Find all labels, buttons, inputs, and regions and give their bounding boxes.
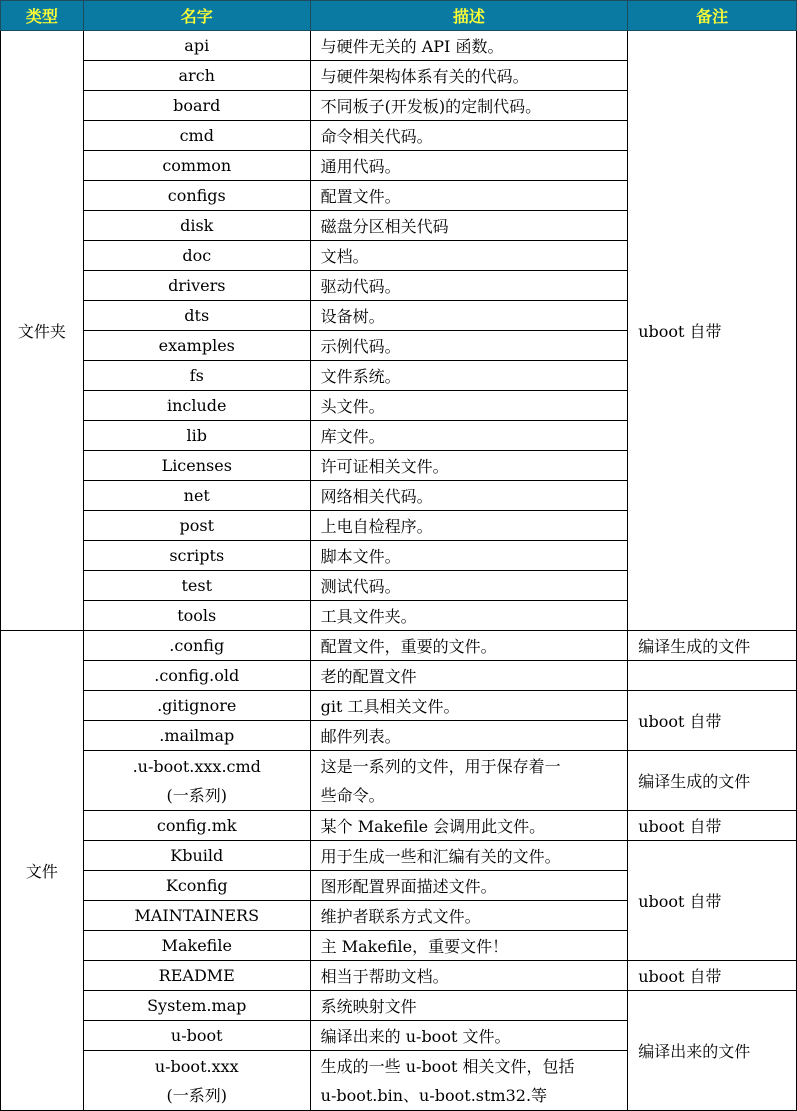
row-name: Kconfig bbox=[83, 871, 310, 901]
group-file: 文件 bbox=[1, 631, 84, 1111]
header-type: 类型 bbox=[1, 1, 84, 31]
row-desc: 磁盘分区相关代码 bbox=[310, 211, 628, 241]
row-name: disk bbox=[83, 211, 310, 241]
header-note: 备注 bbox=[628, 1, 797, 31]
row-name bbox=[83, 751, 310, 811]
row-desc: 配置文件，重要的文件。 bbox=[310, 631, 628, 661]
header-name: 名字 bbox=[83, 1, 310, 31]
row-note: uboot 自带 bbox=[628, 691, 797, 751]
row-desc: 许可证相关文件。 bbox=[310, 451, 628, 481]
row-desc-line2: 些命令。 bbox=[320, 785, 385, 805]
row-desc: 驱动代码。 bbox=[310, 271, 628, 301]
table-row bbox=[1, 841, 797, 871]
row-name: include bbox=[83, 391, 310, 421]
row-desc: 系统映射文件 bbox=[310, 991, 628, 1021]
row-desc: 脚本文件。 bbox=[310, 541, 628, 571]
row-name: .mailmap bbox=[83, 721, 310, 751]
table-row bbox=[1, 661, 797, 691]
row-name: MAINTAINERS bbox=[83, 901, 310, 931]
row-desc: 文档。 bbox=[310, 241, 628, 271]
row-desc: 示例代码。 bbox=[310, 331, 628, 361]
table-row bbox=[1, 31, 797, 61]
row-desc: 维护者联系方式文件。 bbox=[310, 901, 628, 931]
row-note: 编译出来的文件 bbox=[628, 991, 797, 1111]
table-row bbox=[1, 631, 797, 661]
row-desc: 命令相关代码。 bbox=[310, 121, 628, 151]
row-name-line2: (一系列) bbox=[166, 1085, 227, 1105]
header-row bbox=[1, 1, 797, 31]
row-note: uboot 自带 bbox=[628, 961, 797, 991]
row-name: .config.old bbox=[83, 661, 310, 691]
row-name: Makefile bbox=[83, 931, 310, 961]
row-desc: 邮件列表。 bbox=[310, 721, 628, 751]
row-desc: 不同板子(开发板)的定制代码。 bbox=[310, 91, 628, 121]
row-name-line1: .u-boot.xxx.cmd bbox=[132, 756, 261, 776]
row-desc: 通用代码。 bbox=[310, 151, 628, 181]
row-name: README bbox=[83, 961, 310, 991]
row-name: net bbox=[83, 481, 310, 511]
row-name: Kbuild bbox=[83, 841, 310, 871]
row-name: doc bbox=[83, 241, 310, 271]
row-desc bbox=[310, 1051, 628, 1111]
row-name: tools bbox=[83, 601, 310, 631]
row-desc: 上电自检程序。 bbox=[310, 511, 628, 541]
row-desc: 配置文件。 bbox=[310, 181, 628, 211]
row-desc: 某个 Makefile 会调用此文件。 bbox=[310, 811, 628, 841]
row-note: uboot 自带 bbox=[628, 841, 797, 961]
row-desc: 与硬件无关的 API 函数。 bbox=[310, 31, 628, 61]
row-desc-line1: 生成的一些 u-boot 相关文件，包括 bbox=[320, 1056, 575, 1076]
row-desc: 工具文件夹。 bbox=[310, 601, 628, 631]
row-name: api bbox=[83, 31, 310, 61]
note-folder: uboot 自带 bbox=[628, 31, 797, 631]
row-name: scripts bbox=[83, 541, 310, 571]
row-desc: 库文件。 bbox=[310, 421, 628, 451]
row-desc: 设备树。 bbox=[310, 301, 628, 331]
row-desc: git 工具相关文件。 bbox=[310, 691, 628, 721]
row-name: dts bbox=[83, 301, 310, 331]
row-desc: 老的配置文件 bbox=[310, 661, 628, 691]
table-row bbox=[1, 991, 797, 1021]
row-name-line2: (一系列) bbox=[166, 785, 227, 805]
row-desc: 与硬件架构体系有关的代码。 bbox=[310, 61, 628, 91]
row-name: configs bbox=[83, 181, 310, 211]
row-name: lib bbox=[83, 421, 310, 451]
row-name: Licenses bbox=[83, 451, 310, 481]
row-desc-line1: 这是一系列的文件，用于保存着一 bbox=[320, 756, 561, 776]
row-name: board bbox=[83, 91, 310, 121]
row-desc: 编译出来的 u-boot 文件。 bbox=[310, 1021, 628, 1051]
row-name: examples bbox=[83, 331, 310, 361]
row-name bbox=[83, 1051, 310, 1111]
row-name: .gitignore bbox=[83, 691, 310, 721]
row-name: System.map bbox=[83, 991, 310, 1021]
row-note: uboot 自带 bbox=[628, 811, 797, 841]
row-name-line1: u-boot.xxx bbox=[154, 1056, 239, 1076]
row-name: fs bbox=[83, 361, 310, 391]
row-desc: 头文件。 bbox=[310, 391, 628, 421]
table-row bbox=[1, 811, 797, 841]
row-name: .config bbox=[83, 631, 310, 661]
row-desc: 图形配置界面描述文件。 bbox=[310, 871, 628, 901]
row-desc: 网络相关代码。 bbox=[310, 481, 628, 511]
row-desc: 文件系统。 bbox=[310, 361, 628, 391]
row-name: common bbox=[83, 151, 310, 181]
row-note-empty bbox=[628, 661, 797, 691]
row-desc: 用于生成一些和汇编有关的文件。 bbox=[310, 841, 628, 871]
row-desc bbox=[310, 751, 628, 811]
table-row bbox=[1, 691, 797, 721]
row-name: test bbox=[83, 571, 310, 601]
row-desc: 测试代码。 bbox=[310, 571, 628, 601]
row-note: 编译生成的文件 bbox=[628, 751, 797, 811]
row-name: drivers bbox=[83, 271, 310, 301]
table-row bbox=[1, 751, 797, 811]
row-name: u-boot bbox=[83, 1021, 310, 1051]
table-row bbox=[1, 961, 797, 991]
row-name: arch bbox=[83, 61, 310, 91]
row-desc-line2: u-boot.bin、u-boot.stm32.等 bbox=[320, 1085, 548, 1105]
row-name: config.mk bbox=[83, 811, 310, 841]
row-name: cmd bbox=[83, 121, 310, 151]
row-note: 编译生成的文件 bbox=[628, 631, 797, 661]
row-name: post bbox=[83, 511, 310, 541]
header-desc: 描述 bbox=[310, 1, 628, 31]
row-desc: 相当于帮助文档。 bbox=[310, 961, 628, 991]
group-folder: 文件夹 bbox=[1, 31, 84, 631]
row-desc: 主 Makefile，重要文件！ bbox=[310, 931, 628, 961]
